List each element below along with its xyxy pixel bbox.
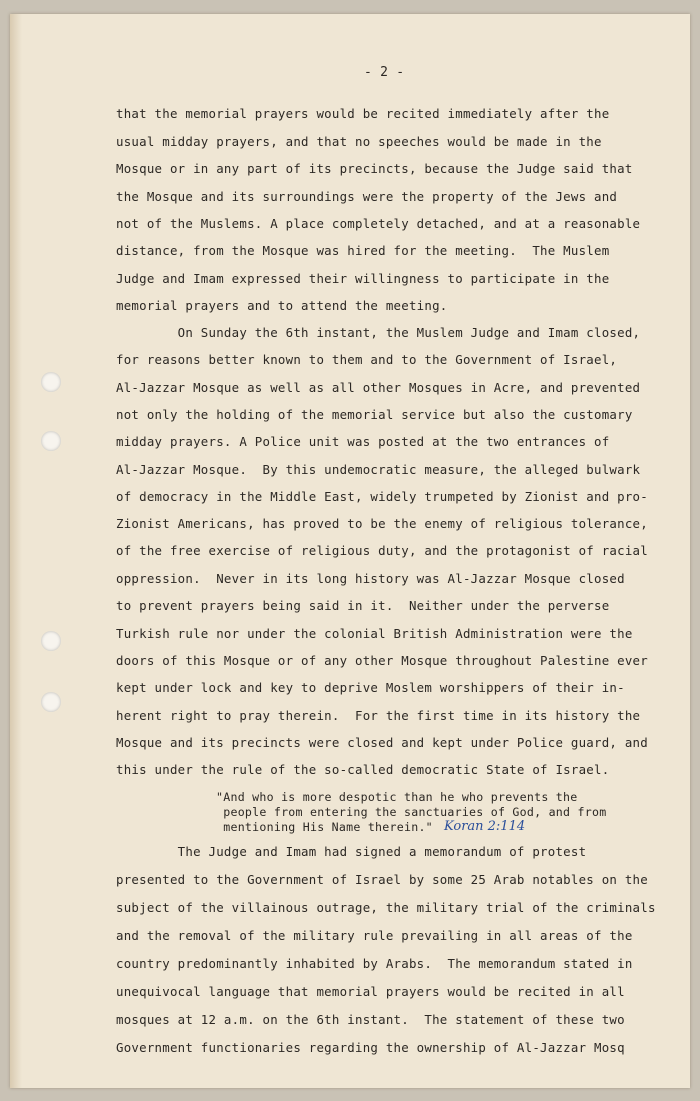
body-line: of democracy in the Middle East, widely trumpeted by Zionist and pro-: [116, 489, 648, 504]
body-line: the Mosque and its surroundings were the property of the Jews and: [116, 189, 618, 204]
body-line: subject of the villainous outrage, the military trial of the criminals: [116, 900, 656, 915]
body-line: herent right to pray therein. For the first time in its history the: [116, 708, 641, 723]
body-line: Government functionaries regarding the ownership of Al-Jazzar Mosq: [116, 1040, 625, 1055]
body-line: kept under lock and key to deprive Moslem worshippers of their in-: [116, 680, 625, 695]
body-line: usual midday prayers, and that no speeches would be made in the: [116, 134, 602, 149]
body-line: to prevent prayers being said in it. Neither under the perverse: [116, 598, 610, 613]
body-line: Mosque or in any part of its precincts, because the Judge said that: [116, 161, 633, 176]
body-line: Turkish rule nor under the colonial British Administration were the: [116, 626, 633, 641]
quote-line: mentioning His Name therein.": [216, 820, 433, 834]
body-line: country predominantly inhabited by Arabs. The memorandum stated in: [116, 956, 633, 971]
body-line: and the removal of the military rule prevailing in all areas of the: [116, 928, 633, 943]
body-line: mosques at 12 a.m. on the 6th instant. The statement of these two: [116, 1012, 625, 1027]
body-line: not of the Muslems. A place completely detached, and at a reasonable: [116, 216, 641, 231]
body-line: for reasons better known to them and to the Government of Israel,: [116, 352, 618, 367]
body-line: Judge and Imam expressed their willingness to participate in the: [116, 271, 610, 286]
body-line: of the free exercise of religious duty, and the protagonist of racial: [116, 543, 648, 558]
quote-line: "And who is more despotic than he who prevents the: [216, 790, 578, 804]
body-line: On Sunday the 6th instant, the Muslem Judge and Imam closed,: [116, 325, 641, 340]
body-line: Zionist Americans, has proved to be the enemy of religious tolerance,: [116, 516, 648, 531]
body-line: that the memorial prayers would be recited immediately after the: [116, 106, 610, 121]
body-line: Mosque and its precincts were closed and kept under Police guard, and: [116, 735, 648, 750]
body-line: Al-Jazzar Mosque as well as all other Mosques in Acre, and prevented: [116, 380, 641, 395]
body-line: doors of this Mosque or of any other Mosque throughout Palestine ever: [116, 653, 648, 668]
body-line: distance, from the Mosque was hired for the meeting. The Muslem: [116, 243, 610, 258]
body-line: not only the holding of the memorial service but also the customary: [116, 407, 633, 422]
body-line: The Judge and Imam had signed a memorandum of protest: [116, 844, 587, 859]
quote-line: people from entering the sanctuaries of God, and from: [216, 805, 607, 819]
body-line: unequivocal language that memorial prayers would be recited in all: [116, 984, 625, 999]
body-line: memorial prayers and to attend the meeting.: [116, 298, 448, 313]
body-line: oppression. Never in its long history was Al-Jazzar Mosque closed: [116, 571, 625, 586]
body-line: Al-Jazzar Mosque. By this undemocratic measure, the alleged bulwark: [116, 462, 641, 477]
page-number: - 2 -: [364, 65, 405, 80]
body-line: this under the rule of the so-called democratic State of Israel.: [116, 762, 610, 777]
handwritten-citation: Koran 2:114: [444, 819, 526, 834]
body-line: presented to the Government of Israel by some 25 Arab notables on the: [116, 872, 648, 887]
body-line: midday prayers. A Police unit was posted at the two entrances of: [116, 434, 610, 449]
